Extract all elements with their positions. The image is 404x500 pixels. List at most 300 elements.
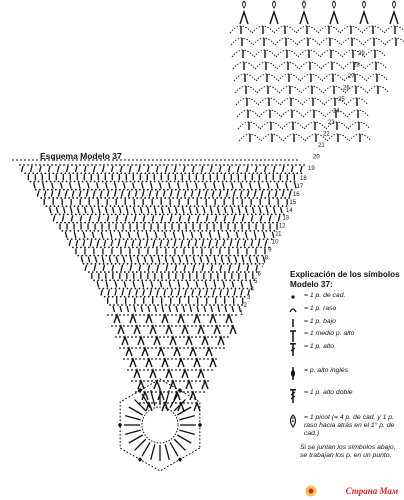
chain-dot bbox=[212, 296, 214, 298]
chain-dot bbox=[143, 336, 145, 338]
chain-dot bbox=[161, 230, 163, 232]
chain-dot bbox=[278, 181, 280, 183]
chain-dot bbox=[155, 369, 157, 371]
chain-dot bbox=[256, 246, 258, 248]
chain-dot bbox=[88, 271, 90, 273]
stitch-mark bbox=[219, 191, 221, 197]
chain-dot bbox=[191, 189, 193, 191]
chain-dot bbox=[237, 230, 239, 232]
chain-dot bbox=[116, 172, 118, 174]
chain-dot bbox=[138, 181, 140, 183]
chain-dot bbox=[107, 189, 109, 191]
chain-dot bbox=[235, 238, 237, 240]
chain-dot bbox=[284, 197, 286, 199]
chain-dot bbox=[176, 197, 178, 199]
chain-dot bbox=[28, 172, 30, 174]
chain-dot bbox=[135, 263, 137, 265]
cluster-mark bbox=[154, 337, 160, 345]
chain-dot bbox=[177, 230, 179, 232]
stitch-mark bbox=[133, 182, 135, 188]
chain-dot bbox=[144, 246, 146, 248]
chain-dot bbox=[156, 222, 158, 224]
chain-dot bbox=[139, 347, 141, 349]
stitch-mark bbox=[137, 232, 139, 238]
chain-dot bbox=[175, 189, 177, 191]
chain-dot bbox=[147, 391, 149, 393]
chain-dot bbox=[142, 181, 144, 183]
stitch-mark bbox=[136, 290, 138, 296]
chain-dot bbox=[268, 222, 270, 224]
chain-dot bbox=[143, 369, 145, 371]
chain-dot bbox=[216, 197, 218, 199]
chain-dot bbox=[131, 336, 133, 338]
radial-stitch bbox=[129, 407, 143, 415]
chain-dot bbox=[43, 164, 45, 166]
chain-dot bbox=[190, 205, 192, 207]
chain-dot bbox=[19, 164, 21, 166]
chain-dot bbox=[291, 164, 293, 166]
chain-dot bbox=[218, 205, 220, 207]
chain-dot bbox=[60, 197, 62, 199]
stitch-mark bbox=[209, 240, 211, 246]
chain-dot bbox=[199, 288, 201, 290]
stitch-mark bbox=[102, 257, 104, 263]
chain-dot bbox=[175, 325, 177, 327]
chain-dot bbox=[97, 255, 99, 257]
chain-dot bbox=[232, 271, 234, 273]
chain-dot bbox=[131, 238, 133, 240]
cluster-mark bbox=[170, 337, 176, 345]
chain-dot bbox=[179, 369, 181, 371]
chain-dot bbox=[71, 164, 73, 166]
chain-dot bbox=[166, 181, 168, 183]
stitch-mark bbox=[229, 265, 231, 271]
chain-dot bbox=[245, 279, 247, 281]
stitch-mark bbox=[233, 191, 235, 197]
chain-dot bbox=[129, 279, 131, 281]
chain-dot bbox=[102, 181, 104, 183]
chain-dot bbox=[139, 189, 141, 191]
chain-dot bbox=[131, 263, 133, 265]
stitch-mark bbox=[286, 182, 288, 188]
chain-dot bbox=[64, 197, 66, 199]
chain-dot bbox=[140, 222, 142, 224]
chain-dot bbox=[173, 255, 175, 257]
chain-dot bbox=[269, 230, 271, 232]
stitch-mark bbox=[94, 166, 96, 172]
chain-dot bbox=[192, 172, 194, 174]
stitch-mark bbox=[114, 191, 116, 197]
chain-dot bbox=[253, 230, 255, 232]
stitch-mark bbox=[71, 215, 73, 221]
chain-dot bbox=[226, 205, 228, 207]
stitch-mark bbox=[256, 265, 258, 271]
chain-dot bbox=[104, 172, 106, 174]
stitch-mark bbox=[184, 166, 186, 172]
stitch-mark bbox=[234, 290, 236, 296]
stitch-mark bbox=[154, 207, 156, 213]
stitch-mark bbox=[58, 191, 60, 197]
chain-dot bbox=[219, 214, 221, 216]
chain-dot bbox=[124, 172, 126, 174]
chain-dot bbox=[239, 164, 241, 166]
chain-dot bbox=[231, 189, 233, 191]
chain-dot bbox=[205, 279, 207, 281]
chain-dot bbox=[82, 205, 84, 207]
stitch-mark bbox=[225, 306, 227, 312]
chain-dot bbox=[136, 197, 138, 199]
chain-dot bbox=[216, 246, 218, 248]
chain-dot bbox=[179, 189, 181, 191]
stitch-mark bbox=[171, 290, 173, 296]
chain-dot bbox=[220, 172, 222, 174]
chain-dot bbox=[191, 369, 193, 371]
chain-dot bbox=[167, 214, 169, 216]
chain-dot bbox=[215, 189, 217, 191]
stitch-mark bbox=[187, 281, 189, 287]
chain-dot bbox=[117, 230, 119, 232]
chain-dot bbox=[201, 230, 203, 232]
stitch-mark bbox=[116, 257, 118, 263]
chain-dot bbox=[85, 230, 87, 232]
chain-dot bbox=[30, 181, 32, 183]
stitch-mark bbox=[139, 265, 141, 271]
chain-dot bbox=[171, 325, 173, 327]
chain-dot bbox=[256, 197, 258, 199]
stitch-mark bbox=[173, 232, 175, 238]
stitch-mark bbox=[205, 281, 207, 287]
chain-dot bbox=[187, 402, 189, 404]
chain-dot bbox=[44, 197, 46, 199]
chain-dot bbox=[286, 181, 288, 183]
stitch-mark bbox=[174, 240, 176, 246]
chain-dot bbox=[148, 271, 150, 273]
stitch-mark bbox=[224, 215, 226, 221]
chain-dot bbox=[268, 172, 270, 174]
stitch-mark bbox=[218, 306, 220, 312]
chain-dot bbox=[123, 314, 125, 316]
chain-dot bbox=[131, 325, 133, 327]
stitch-mark bbox=[128, 232, 130, 238]
chain-dot bbox=[167, 288, 169, 290]
chain-dot bbox=[72, 172, 74, 174]
chain-dot bbox=[207, 369, 209, 371]
chain-dot bbox=[255, 238, 257, 240]
chain-dot bbox=[171, 288, 173, 290]
chain-dot bbox=[200, 246, 202, 248]
chain-dot bbox=[175, 336, 177, 338]
chain-dot bbox=[144, 172, 146, 174]
chain-dot bbox=[198, 205, 200, 207]
chain-dot bbox=[263, 214, 265, 216]
stitch-mark bbox=[176, 306, 178, 312]
chain-dot bbox=[139, 164, 141, 166]
chain-dot bbox=[151, 288, 153, 290]
stitch-mark bbox=[103, 265, 105, 271]
chain-dot bbox=[137, 230, 139, 232]
stitch-mark bbox=[88, 257, 90, 263]
chain-dot bbox=[204, 222, 206, 224]
chain-dot bbox=[197, 255, 199, 257]
stitch-mark bbox=[110, 232, 112, 238]
chain-dot bbox=[216, 172, 218, 174]
stitch-mark bbox=[196, 182, 198, 188]
chain-dot bbox=[119, 347, 121, 349]
chain-dot bbox=[122, 205, 124, 207]
chain-dot bbox=[258, 181, 260, 183]
chain-dot bbox=[70, 181, 72, 183]
chain-dot bbox=[127, 325, 129, 327]
chain-dot bbox=[126, 205, 128, 207]
chain-dot bbox=[98, 205, 100, 207]
chain-dot bbox=[219, 325, 221, 327]
chain-dot bbox=[218, 181, 220, 183]
chain-dot bbox=[224, 271, 226, 273]
chain-dot bbox=[134, 205, 136, 207]
chain-dot bbox=[141, 255, 143, 257]
chain-dot bbox=[171, 391, 173, 393]
stitch-mark bbox=[167, 240, 169, 246]
stitch-mark bbox=[157, 290, 159, 296]
stitch-mark bbox=[67, 166, 69, 172]
stitch-mark bbox=[228, 257, 230, 263]
chain-dot bbox=[79, 164, 81, 166]
stitch-mark bbox=[126, 207, 128, 213]
chain-dot bbox=[157, 230, 159, 232]
chain-dot bbox=[199, 189, 201, 191]
chain-dot bbox=[40, 197, 42, 199]
chain-dot bbox=[171, 214, 173, 216]
chain-dot bbox=[203, 238, 205, 240]
stitch-mark bbox=[49, 207, 51, 213]
chain-dot bbox=[115, 288, 117, 290]
cluster-mark bbox=[190, 348, 196, 356]
chain-dot bbox=[232, 172, 234, 174]
chain-dot bbox=[183, 391, 185, 393]
chain-dot bbox=[127, 358, 129, 360]
chain-dot bbox=[206, 205, 208, 207]
stitch-mark bbox=[56, 207, 58, 213]
chain-dot bbox=[71, 189, 73, 191]
row-number: 16 bbox=[292, 191, 300, 198]
chain-dot bbox=[219, 189, 221, 191]
picot-mark bbox=[243, 1, 246, 8]
chain-dot bbox=[215, 288, 217, 290]
chain-dot bbox=[271, 189, 273, 191]
stitch-mark bbox=[148, 265, 150, 271]
chain-dot bbox=[203, 288, 205, 290]
chain-dot bbox=[151, 358, 153, 360]
stitch-mark bbox=[220, 265, 222, 271]
chain-dot bbox=[211, 189, 213, 191]
chain-dot bbox=[48, 172, 50, 174]
stitch-mark bbox=[240, 191, 242, 197]
chain-dot bbox=[96, 246, 98, 248]
stitch-mark bbox=[193, 166, 195, 172]
chain-dot bbox=[181, 304, 183, 306]
stitch-mark bbox=[94, 265, 96, 271]
row-number: 15 bbox=[289, 199, 297, 206]
stitch-mark bbox=[188, 215, 190, 221]
chain-dot bbox=[115, 214, 117, 216]
chain-dot bbox=[155, 214, 157, 216]
chain-dot bbox=[115, 336, 117, 338]
stitch-mark bbox=[44, 191, 46, 197]
half-double-icon bbox=[288, 330, 302, 344]
stitch-mark bbox=[254, 191, 256, 197]
chain-dot bbox=[120, 222, 122, 224]
chain-dot bbox=[195, 189, 197, 191]
chain-dot bbox=[247, 189, 249, 191]
chain-dot bbox=[195, 391, 197, 393]
chain-dot bbox=[187, 314, 189, 316]
chain-dot bbox=[125, 279, 127, 281]
chain-dot bbox=[117, 304, 119, 306]
chain-dot bbox=[251, 214, 253, 216]
chain-dot bbox=[244, 271, 246, 273]
chain-dot bbox=[168, 222, 170, 224]
stitch-mark bbox=[106, 281, 108, 287]
chain-dot bbox=[251, 189, 253, 191]
chain-dot bbox=[131, 164, 133, 166]
chain-dot bbox=[184, 246, 186, 248]
row-number: 29 bbox=[358, 51, 365, 57]
stitch-mark bbox=[188, 240, 190, 246]
chain-dot bbox=[236, 271, 238, 273]
chain-dot bbox=[259, 214, 261, 216]
chain-dot bbox=[208, 172, 210, 174]
stitch-mark bbox=[205, 182, 207, 188]
stitch-mark bbox=[151, 281, 153, 287]
stitch-mark bbox=[259, 207, 261, 213]
chain-dot bbox=[191, 402, 193, 404]
chain-dot bbox=[294, 181, 296, 183]
chain-dot bbox=[43, 189, 45, 191]
stitch-mark bbox=[108, 290, 110, 296]
chain-dot bbox=[195, 238, 197, 240]
chain-dot bbox=[111, 164, 113, 166]
chain-dot bbox=[236, 197, 238, 199]
radial-stitch bbox=[170, 442, 178, 456]
stitch-mark bbox=[251, 215, 253, 221]
chain-dot bbox=[109, 230, 111, 232]
stitch-mark bbox=[203, 207, 205, 213]
chain-dot bbox=[231, 314, 233, 316]
chain-dot bbox=[162, 205, 164, 207]
chain-dot bbox=[228, 296, 230, 298]
chain-dot bbox=[216, 222, 218, 224]
chain-dot bbox=[199, 263, 201, 265]
chain-dot bbox=[113, 255, 115, 257]
stitch-mark bbox=[77, 207, 79, 213]
chain-dot bbox=[60, 172, 62, 174]
chain-dot bbox=[193, 279, 195, 281]
chain-dot bbox=[102, 205, 104, 207]
corner-cluster bbox=[178, 458, 182, 462]
chain-dot bbox=[118, 205, 120, 207]
stitch-mark bbox=[98, 215, 100, 221]
chain-dot bbox=[36, 172, 38, 174]
chain-dot bbox=[139, 325, 141, 327]
chain-dot bbox=[257, 255, 259, 257]
chain-dot bbox=[183, 238, 185, 240]
chain-dot bbox=[225, 304, 227, 306]
cluster-mark bbox=[226, 315, 232, 323]
chain-dot bbox=[91, 214, 93, 216]
chain-dot bbox=[169, 230, 171, 232]
chain-dot bbox=[151, 380, 153, 382]
chain-dot bbox=[89, 230, 91, 232]
stitch-mark bbox=[245, 207, 247, 213]
stitch-mark bbox=[133, 281, 135, 287]
chain-dot bbox=[236, 222, 238, 224]
stitch-mark bbox=[221, 257, 223, 263]
chain-dot bbox=[207, 314, 209, 316]
chain-dot bbox=[108, 222, 110, 224]
stitch-mark bbox=[280, 207, 282, 213]
chain-dot bbox=[103, 214, 105, 216]
chain-dot bbox=[107, 288, 109, 290]
chain-dot bbox=[99, 189, 101, 191]
chain-dot bbox=[81, 255, 83, 257]
chain-dot bbox=[219, 238, 221, 240]
chain-dot bbox=[187, 288, 189, 290]
stitch-mark bbox=[119, 232, 121, 238]
chain-dot bbox=[32, 172, 34, 174]
chain-dot bbox=[135, 189, 137, 191]
chain-dot bbox=[39, 189, 41, 191]
stitch-mark bbox=[178, 281, 180, 287]
chain-dot bbox=[257, 230, 259, 232]
stitch-mark bbox=[53, 215, 55, 221]
chain-dot bbox=[231, 238, 233, 240]
chain-dot bbox=[254, 205, 256, 207]
chain-dot bbox=[105, 279, 107, 281]
chain-dot bbox=[67, 238, 69, 240]
chain-dot bbox=[212, 222, 214, 224]
chain-dot bbox=[239, 288, 241, 290]
chain-dot bbox=[124, 197, 126, 199]
chain-dot bbox=[231, 214, 233, 216]
chain-dot bbox=[87, 214, 89, 216]
chain-dot bbox=[130, 205, 132, 207]
chain-dot bbox=[244, 296, 246, 298]
arch-chain bbox=[384, 26, 404, 33]
stitch-mark bbox=[115, 182, 117, 188]
chain-dot bbox=[83, 263, 85, 265]
chain-dot bbox=[131, 189, 133, 191]
chain-dot bbox=[192, 296, 194, 298]
chain-dot bbox=[174, 205, 176, 207]
chain-dot bbox=[205, 304, 207, 306]
chain-dot bbox=[303, 164, 305, 166]
radial-stitch bbox=[142, 442, 150, 456]
stitch-mark bbox=[206, 290, 208, 296]
stitch-mark bbox=[144, 257, 146, 263]
chain-dot bbox=[121, 230, 123, 232]
chain-dot bbox=[163, 164, 165, 166]
stitch-mark bbox=[135, 191, 137, 197]
picot-mark bbox=[303, 1, 306, 8]
chain-dot bbox=[151, 314, 153, 316]
chain-dot bbox=[136, 222, 138, 224]
chain-dot bbox=[123, 347, 125, 349]
chain-dot bbox=[241, 279, 243, 281]
chain-dot bbox=[55, 214, 57, 216]
cluster-mark bbox=[166, 370, 172, 378]
chain-dot bbox=[207, 214, 209, 216]
chain-dot bbox=[196, 271, 198, 273]
